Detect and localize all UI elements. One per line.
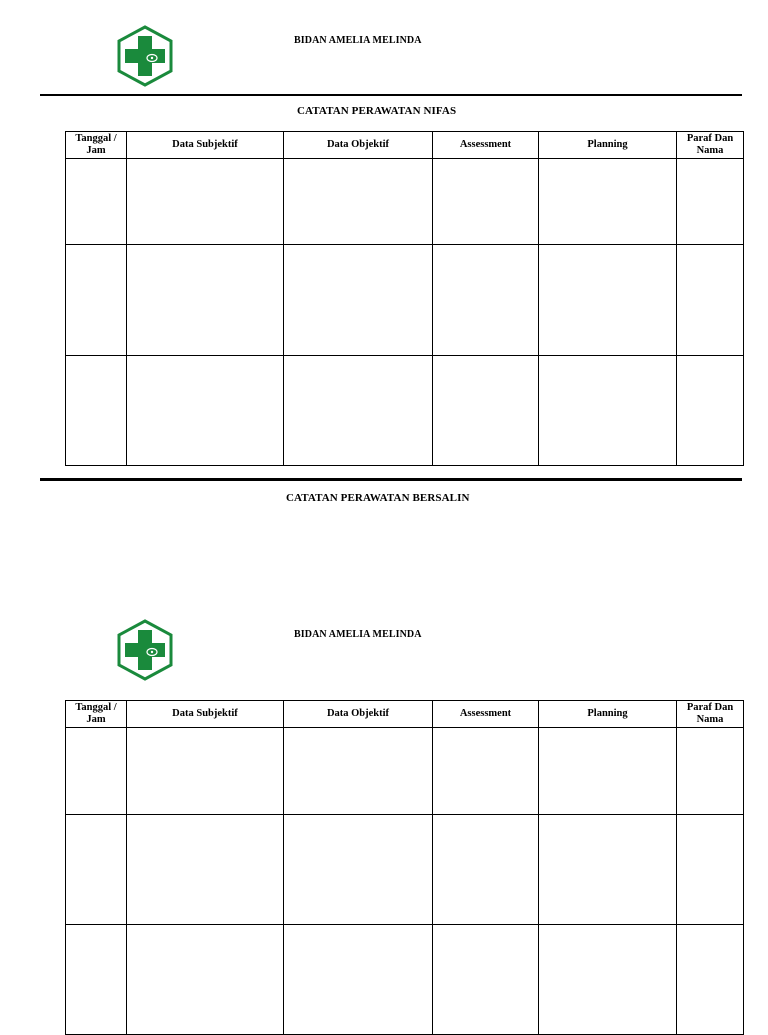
date-time-cell[interactable] <box>66 728 127 815</box>
subjective-cell[interactable] <box>127 815 284 925</box>
objective-cell[interactable] <box>284 925 433 1035</box>
objective-cell[interactable] <box>284 815 433 925</box>
column-header-assessment: Assessment <box>433 701 539 728</box>
health-cross-logo-icon <box>115 25 175 87</box>
section-divider <box>40 478 742 481</box>
table-row <box>66 245 744 356</box>
section-title-bersalin: CATATAN PERAWATAN BERSALIN <box>286 492 470 504</box>
column-header-planning: Planning <box>539 132 677 159</box>
assessment-cell[interactable] <box>433 159 539 245</box>
clinic-name: BIDAN AMELIA MELINDA <box>294 35 422 46</box>
objective-cell[interactable] <box>284 159 433 245</box>
subjective-cell[interactable] <box>127 245 284 356</box>
column-header-subjective: Data Subjektif <box>127 701 284 728</box>
signature-cell[interactable] <box>677 159 744 245</box>
table-row <box>66 728 744 815</box>
care-table-bersalin <box>65 700 744 1035</box>
signature-cell[interactable] <box>677 728 744 815</box>
column-header-planning: Planning <box>539 701 677 728</box>
planning-cell[interactable] <box>539 815 677 925</box>
column-header-objective: Data Objektif <box>284 132 433 159</box>
date-time-cell[interactable] <box>66 245 127 356</box>
column-header-signature-name: Paraf Dan Nama <box>677 701 744 728</box>
table-row <box>66 815 744 925</box>
health-cross-logo-icon <box>115 619 175 681</box>
column-header-objective: Data Objektif <box>284 701 433 728</box>
date-time-cell[interactable] <box>66 925 127 1035</box>
table-header-row <box>66 701 744 728</box>
column-header-signature-name: Paraf Dan Nama <box>677 132 744 159</box>
signature-cell[interactable] <box>677 925 744 1035</box>
objective-cell[interactable] <box>284 356 433 466</box>
assessment-cell[interactable] <box>433 245 539 356</box>
date-time-cell[interactable] <box>66 159 127 245</box>
signature-cell[interactable] <box>677 356 744 466</box>
subjective-cell[interactable] <box>127 728 284 815</box>
assessment-cell[interactable] <box>433 728 539 815</box>
column-header-assessment: Assessment <box>433 132 539 159</box>
table-row <box>66 159 744 245</box>
table-row <box>66 356 744 466</box>
subjective-cell[interactable] <box>127 925 284 1035</box>
table-row <box>66 925 744 1035</box>
date-time-cell[interactable] <box>66 356 127 466</box>
column-header-date-time: Tanggal / Jam <box>66 132 127 159</box>
signature-cell[interactable] <box>677 245 744 356</box>
care-table-nifas <box>65 131 744 466</box>
signature-cell[interactable] <box>677 815 744 925</box>
planning-cell[interactable] <box>539 356 677 466</box>
assessment-cell[interactable] <box>433 815 539 925</box>
date-time-cell[interactable] <box>66 815 127 925</box>
header-divider <box>40 94 742 96</box>
objective-cell[interactable] <box>284 245 433 356</box>
subjective-cell[interactable] <box>127 356 284 466</box>
column-header-subjective: Data Subjektif <box>127 132 284 159</box>
table-header-row <box>66 132 744 159</box>
assessment-cell[interactable] <box>433 356 539 466</box>
objective-cell[interactable] <box>284 728 433 815</box>
assessment-cell[interactable] <box>433 925 539 1035</box>
planning-cell[interactable] <box>539 245 677 356</box>
planning-cell[interactable] <box>539 925 677 1035</box>
subjective-cell[interactable] <box>127 159 284 245</box>
planning-cell[interactable] <box>539 159 677 245</box>
column-header-date-time: Tanggal / Jam <box>66 701 127 728</box>
planning-cell[interactable] <box>539 728 677 815</box>
section-title-nifas: CATATAN PERAWATAN NIFAS <box>297 105 457 117</box>
clinic-name: BIDAN AMELIA MELINDA <box>294 629 422 640</box>
